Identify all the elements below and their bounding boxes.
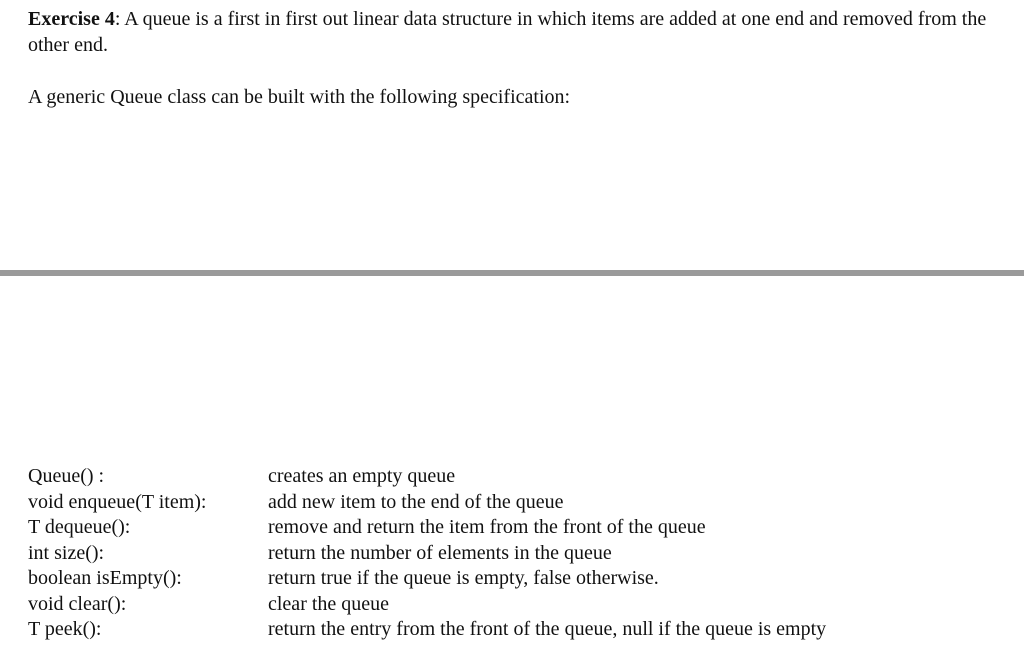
exercise-text: : A queue is a first in first out linear data structure in which items are added at one end and removed from the other end. xyxy=(28,8,987,56)
method-description: return the entry from the front of the queue, null if the queue is empty xyxy=(268,618,827,640)
method-description: add new item to the end of the queue xyxy=(268,490,564,513)
spec-row-size xyxy=(28,541,826,567)
spec-row-peek xyxy=(28,617,826,643)
spec-intro: A generic Queue class can be built with the following specification: xyxy=(28,86,571,108)
method-description: return the number of elements in the queue xyxy=(268,541,612,564)
method-description: return true if the queue is empty, false otherwise. xyxy=(268,567,659,589)
method-signature: T peek(): xyxy=(28,618,102,640)
method-signature: boolean isEmpty(): xyxy=(28,567,182,589)
method-signature: void clear(): xyxy=(28,592,127,615)
spec-row-clear xyxy=(28,592,826,618)
method-signature: void enqueue(T item): xyxy=(28,490,207,513)
method-description: remove and return the item from the front of the queue xyxy=(268,516,706,538)
page-divider xyxy=(0,270,1024,276)
exercise-label: Exercise 4 xyxy=(28,8,115,30)
method-description: creates an empty queue xyxy=(268,465,456,487)
method-signature: int size(): xyxy=(28,541,105,564)
document-page xyxy=(0,0,1024,270)
spec-row-constructor xyxy=(28,464,826,490)
method-description: clear the queue xyxy=(268,592,390,615)
spec-row-dequeue xyxy=(28,515,826,541)
method-signature: T dequeue(): xyxy=(28,516,131,538)
method-signature: Queue() : xyxy=(28,465,105,487)
spec-row-enqueue xyxy=(28,490,826,516)
method-spec-table xyxy=(28,464,826,643)
spec-row-isempty xyxy=(28,566,826,592)
exercise-paragraph xyxy=(28,6,1018,58)
